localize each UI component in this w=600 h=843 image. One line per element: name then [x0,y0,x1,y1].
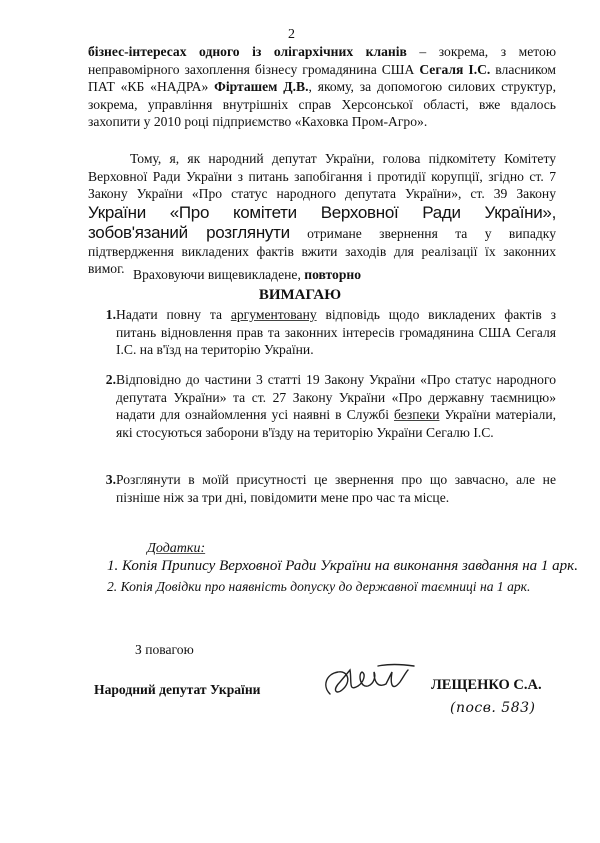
demand-text-part: Відповідно до частини 3 статті 19 Закону України «Про статус народного депутата України» та ст. 27 Закону України «Про державну таємницю» надати для ознайомлення усі наявні в Службі [116,372,556,422]
attachment-item: 1. Копія Припису Верховної Ради України на виконання завдання на 1 арк. [107,558,578,574]
handwritten-note: (посв. 583) [450,700,536,716]
paragraph-bold-clans: бізнес-інтересах одного із олігархічних кланів [88,44,407,59]
signatory-role: Народний депутат України [94,682,261,697]
paragraph-text: Тому, я, як народний депутат України, голова підкомітету Комітету Верховної Ради України з питань запобігання і протидії корупції, згідно ст. 7 Закону України «Про статус народного депутата України», ст. 39 Закону [88,151,556,201]
paragraph-text: , якому, за допомогою силових структур, зокрема, управління внутрішніх справ Херсонської області, вже вдалось захопити у 2010 році підприємство «Каховка Пром-Агро». [88,79,556,129]
page-number: 2 [288,27,295,42]
demand-number: 3. [105,472,116,487]
signatory-name: ЛЕЩЕНКО С.А. [431,677,542,693]
attachment-item: 2. Копія Довідки про наявність допуску до державної таємниці на 1 арк. [107,579,531,594]
demand-item [94,371,556,441]
attachments-title: Додатки: [147,541,206,556]
paragraph-bold-repeatedly: повторно [304,267,362,282]
paragraph-text: Враховуючи вищевикладене, [133,267,305,282]
demand-item [94,306,556,359]
demand-text-part: Надати повну та [116,307,231,322]
paragraph-considering [133,266,361,284]
demand-text-underlined: аргументовану [230,307,317,322]
demand-text [116,371,556,441]
paragraph-text-large: України «Про комітети Верховної Ради України», зобов'язаний розглянути [88,202,556,242]
paragraph-text: власником ПАТ «КБ «НАДРА» [88,61,556,94]
demand-text-underlined: безпеки [393,407,440,422]
handwritten-signature [318,660,428,706]
paragraph-text: – зокрема, з метою неправомірного захоплення бізнесу громадянина США [88,44,556,77]
demand-text [116,306,556,359]
demand-text-part: відповідь щодо викладених фактів з питань відновлення прав та законних інтересів громадянина США Сегаля І.С. на в'їзд на територію України. [116,307,556,357]
paragraph-text: отримане звернення та у випадку підтвердження викладених фактів вжити заходів для реалізації їх законних вимог. [88,225,556,276]
demand-number: 1. [105,307,116,322]
demand-text-part: України матеріали, які стосуються заборони в'їзду на територію України Сегалю І.С. [116,407,556,440]
person-name-firtash: Фірташем Д.В. [214,79,309,94]
paragraph-context [88,43,556,131]
demand-number: 2. [105,372,116,387]
person-name-segal: Сегаля І.С. [419,61,491,77]
paragraph-authority [88,150,556,278]
demands-heading: ВИМАГАЮ [258,287,342,303]
demand-text: Розглянути в моїй присутності це звернення про що завчасно, але не пізніше ніж за три дні, повідомити мене про час та місце. [116,472,556,505]
demand-item [94,471,556,506]
closing-regards: З повагою [135,642,194,657]
